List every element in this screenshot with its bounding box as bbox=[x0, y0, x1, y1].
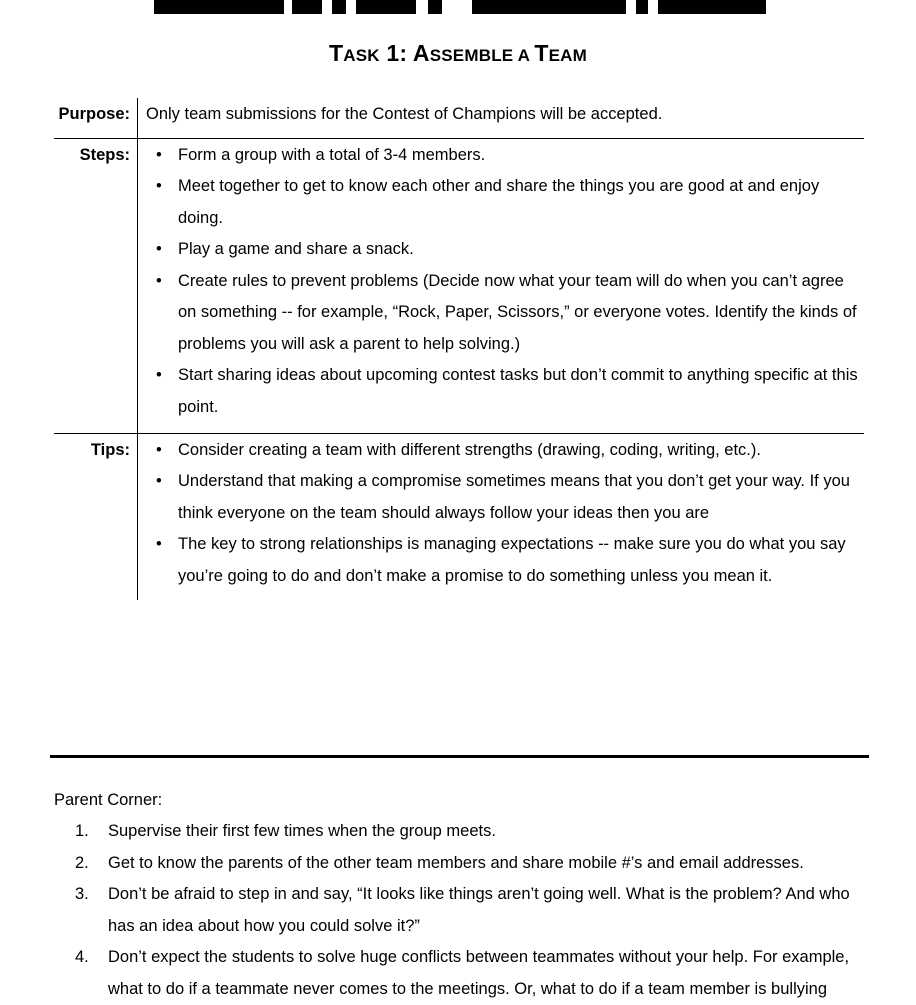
steps-content-cell bbox=[138, 139, 864, 433]
tip-item: • The key to strong relationships is managing expectations -- make sure you do what you say you’re going to do and don’t make a promise to do something unless you mean it. bbox=[146, 529, 864, 592]
banner-letter-block bbox=[636, 0, 648, 14]
banner-letter-block bbox=[658, 0, 766, 14]
parent-corner-item bbox=[54, 848, 864, 880]
tip-item: • Understand that making a compromise sometimes means that you don’t get your way. If you think everyone on the team should always follow your ideas then you are bbox=[146, 466, 864, 529]
step-item: • Start sharing ideas about upcoming contest tasks but don’t commit to anything specific at this point. bbox=[146, 360, 864, 423]
parent-corner-item bbox=[54, 879, 864, 942]
purpose-content-cell bbox=[138, 98, 864, 138]
list-number: 4. bbox=[75, 948, 89, 966]
banner-letter-block bbox=[292, 0, 322, 14]
purpose-label-cell bbox=[54, 98, 138, 138]
purpose-row bbox=[54, 98, 864, 139]
section-divider bbox=[50, 755, 869, 758]
tips-label-cell bbox=[54, 434, 138, 600]
parent-corner-item-text: Supervise their first few times when the group meets. bbox=[108, 822, 496, 840]
banner-letter-block bbox=[356, 0, 416, 14]
steps-list bbox=[146, 145, 864, 423]
tips-content-cell bbox=[138, 434, 864, 600]
step-item: • Meet together to get to know each other and share the things you are good at and enjoy doing. bbox=[146, 171, 864, 234]
banner-letter-block bbox=[332, 0, 346, 14]
tips-list bbox=[146, 440, 864, 592]
parent-corner-item-text: Get to know the parents of the other team members and share mobile #’s and email addresses. bbox=[108, 853, 804, 872]
list-number: 3. bbox=[75, 885, 89, 903]
step-item: • Form a group with a total of 3-4 members. bbox=[146, 145, 864, 165]
parent-corner-item-text: Don’t be afraid to step in and say, “It looks like things aren’t going well. What is the problem? And who has an idea about how you could solve it?” bbox=[108, 885, 850, 935]
list-number: 2. bbox=[75, 853, 89, 872]
tip-item: • Consider creating a team with different strengths (drawing, coding, writing, etc.). bbox=[146, 440, 864, 460]
purpose-text: Only team submissions for the Contest of Champions will be accepted. bbox=[146, 105, 663, 123]
steps-label-cell bbox=[54, 139, 138, 433]
purpose-label: Purpose: bbox=[58, 105, 130, 123]
task-table bbox=[54, 98, 864, 600]
parent-corner-item bbox=[54, 816, 864, 848]
task-title: TASK 1: ASSEMBLE A TEAM bbox=[328, 40, 588, 66]
parent-corner-item bbox=[54, 942, 864, 1005]
step-item: • Create rules to prevent problems (Decide now what your team will do when you can’t agree on something -- for example, “Rock, Paper, Scissors,” or everyone votes. Identify the kinds of problems you will ask a parent to help solving.) bbox=[146, 266, 864, 361]
parent-corner-item-text: Don’t expect the students to solve huge conflicts between teammates without your help. For example, what to do if a teammate never comes to the meetings. Or, what to do if a team member is bullying bbox=[108, 948, 850, 998]
tips-row bbox=[54, 434, 864, 600]
steps-row bbox=[54, 139, 864, 434]
parent-corner-title: Parent Corner: bbox=[54, 791, 163, 809]
contest-banner-heading-cropped bbox=[150, 0, 766, 14]
banner-letter-block bbox=[154, 0, 284, 14]
step-item: • Play a game and share a snack. bbox=[146, 234, 864, 266]
banner-letter-block bbox=[472, 0, 626, 14]
steps-label: Steps: bbox=[79, 146, 130, 164]
list-number: 1. bbox=[75, 822, 89, 840]
banner-letter-block bbox=[428, 0, 442, 14]
parent-corner-list bbox=[54, 816, 864, 1005]
tips-label: Tips: bbox=[90, 441, 130, 459]
